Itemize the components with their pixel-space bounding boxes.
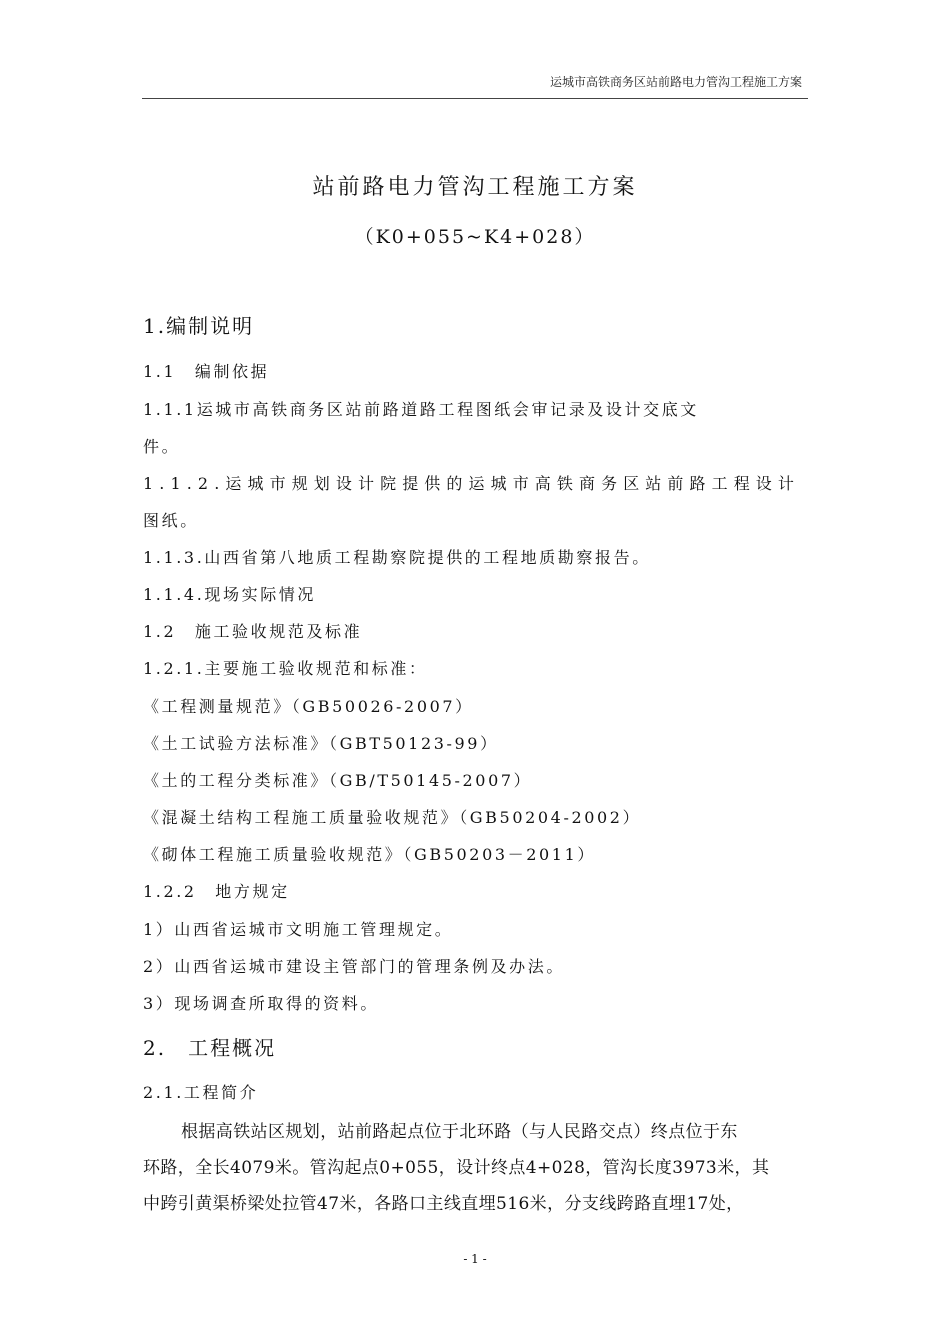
page-number: - 1 - xyxy=(463,1252,487,1266)
list-item-1-1-4: 1.1.4.现场实际情况 xyxy=(143,585,316,604)
list-item-1-2-1: 1.2.1.主要施工验收规范和标准： xyxy=(143,659,428,678)
running-header: 运城市高铁商务区站前路电力管沟工程施工方案 xyxy=(549,75,802,89)
paragraph-line-2: 环路，全长4079米。管沟起点0+055，设计终点4+028，管沟长度3973米，其 xyxy=(143,1158,770,1178)
paragraph-line-3: 中跨引黄渠桥梁处拉管47米，各路口主线直埋516米，分支线跨路直埋17处， xyxy=(143,1194,744,1214)
paragraph-line-1: 根据高铁站区规划，站前路起点位于北环路（与人民路交点）终点位于东 xyxy=(181,1122,738,1142)
rule-item-1: 1）山西省运城市文明施工管理规定。 xyxy=(143,920,454,939)
standard-item-3: 《土的工程分类标准》（GB/T50145-2007） xyxy=(143,771,533,790)
subsection-heading-1-2: 1.2 施工验收规范及标准 xyxy=(143,622,363,641)
document-subtitle: （K0+055~K4+028） xyxy=(354,226,596,248)
subsection-heading-1-1: 1.1 编制依据 xyxy=(143,362,270,381)
standard-item-5: 《砌体工程施工质量验收规范》（GB50203－2011） xyxy=(143,845,596,864)
rule-item-2: 2）山西省运城市建设主管部门的管理条例及办法。 xyxy=(143,957,565,976)
list-item-1-1-2: 1.1.2.运城市规划设计院提供的运城市高铁商务区站前路工程设计 xyxy=(143,474,800,493)
section-heading-1: 1.编制说明 xyxy=(143,314,255,338)
header-rule xyxy=(142,98,808,99)
standard-item-4: 《混凝土结构工程施工质量验收规范》（GB50204-2002） xyxy=(143,808,642,827)
list-item-1-1-2-cont: 图纸。 xyxy=(143,511,199,530)
subsection-heading-1-2-2: 1.2.2 地方规定 xyxy=(143,882,290,901)
standard-item-1: 《工程测量规范》（GB50026-2007） xyxy=(143,697,474,716)
subsection-heading-2-1: 2.1.工程简介 xyxy=(143,1083,259,1102)
list-item-1-1-1-cont: 件。 xyxy=(143,437,181,456)
section-heading-2: 2. 工程概况 xyxy=(143,1036,277,1060)
standard-item-2: 《土工试验方法标准》（GBT50123-99） xyxy=(143,734,499,753)
document-title: 站前路电力管沟工程施工方案 xyxy=(312,175,638,200)
rule-item-3: 3）现场调查所取得的资料。 xyxy=(143,994,379,1013)
list-item-1-1-1: 1.1.1运城市高铁商务区站前路道路工程图纸会审记录及设计交底文 xyxy=(143,400,699,419)
list-item-1-1-3: 1.1.3.山西省第八地质工程勘察院提供的工程地质勘察报告。 xyxy=(143,548,651,567)
